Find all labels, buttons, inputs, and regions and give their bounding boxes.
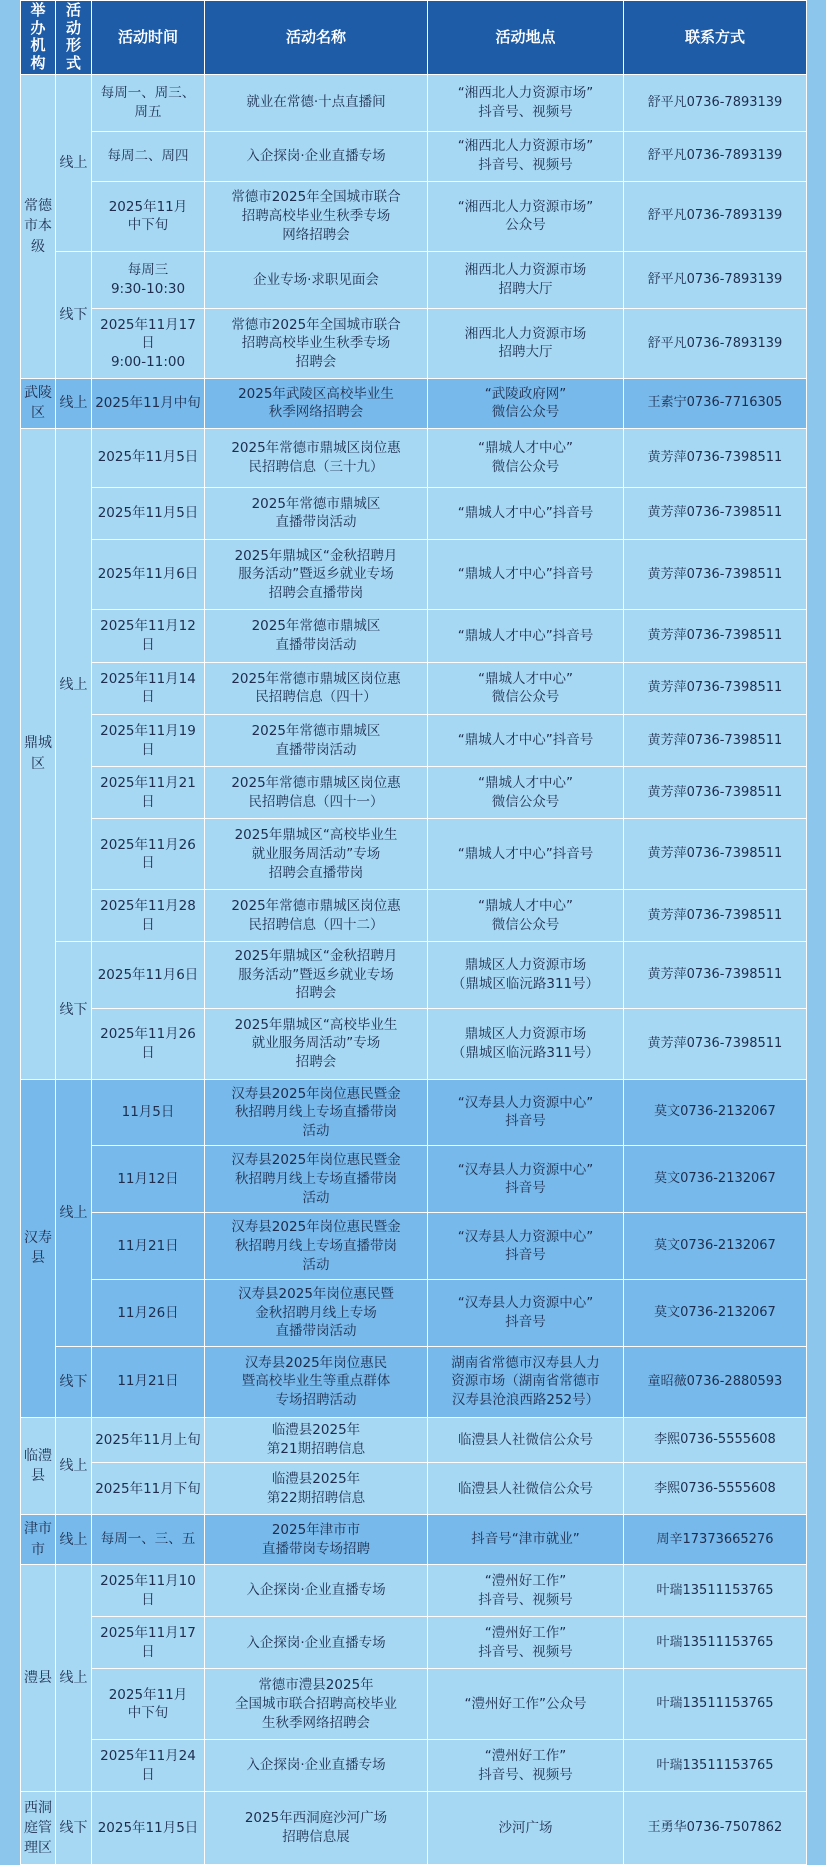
table-row <box>21 1739 807 1791</box>
cell-name: 汉寿县2025年岗位惠民暨金 秋招聘月线上专场直播带岗 活动 <box>205 1213 428 1280</box>
cell-name: 2025年常德市鼎城区岗位惠 民招聘信息（四十二） <box>205 889 428 941</box>
table-row <box>21 428 807 487</box>
cell-time: 2025年11月5日 <box>92 1792 205 1865</box>
cell-contact: 舒平凡0736-7893139 <box>624 131 807 181</box>
cell-form: 线下 <box>56 1792 92 1865</box>
table-row <box>21 1564 807 1616</box>
cell-time: 每周三 9:30-10:30 <box>92 251 205 308</box>
cell-place: “鼎城人才中心” 微信公众号 <box>428 889 624 941</box>
header-place: 活动地点 <box>428 1 624 75</box>
cell-contact: 黄芳萍0736-7398511 <box>624 540 807 610</box>
cell-contact: 舒平凡0736-7893139 <box>624 181 807 251</box>
cell-name: 2025年西洞庭沙河广场 招聘信息展 <box>205 1792 428 1865</box>
cell-name: 入企探岗·企业直播专场 <box>205 1617 428 1669</box>
cell-contact: 黄芳萍0736-7398511 <box>624 487 807 539</box>
cell-contact: 叶瑞13511153765 <box>624 1617 807 1669</box>
cell-time: 2025年11月17日 9:00-11:00 <box>92 308 205 378</box>
cell-org: 汉寿 县 <box>21 1079 56 1417</box>
cell-place: “湘西北人力资源市场” 抖音号、视频号 <box>428 74 624 131</box>
table-row <box>21 1280 807 1347</box>
cell-name: 汉寿县2025年岗位惠民暨金 秋招聘月线上专场直播带岗 活动 <box>205 1146 428 1213</box>
cell-place: “武陵政府网” 微信公众号 <box>428 379 624 429</box>
cell-time: 每周一、三、五 <box>92 1515 205 1565</box>
table-row <box>21 1669 807 1739</box>
cell-time: 11月12日 <box>92 1146 205 1213</box>
header-row <box>21 1 807 75</box>
cell-org: 西洞 庭管 理区 <box>21 1792 56 1865</box>
cell-contact: 黄芳萍0736-7398511 <box>624 819 807 889</box>
header-name: 活动名称 <box>205 1 428 75</box>
cell-contact: 黄芳萍0736-7398511 <box>624 1009 807 1079</box>
cell-name: 入企探岗·企业直播专场 <box>205 1739 428 1791</box>
job-fair-schedule-table <box>20 0 807 1865</box>
cell-time: 2025年11月上旬 <box>92 1417 205 1463</box>
table-row <box>21 74 807 131</box>
cell-place: 湘西北人力资源市场 招聘大厅 <box>428 308 624 378</box>
cell-place: “澧州好工作” 抖音号、视频号 <box>428 1564 624 1616</box>
cell-place: “汉寿县人力资源中心” 抖音号 <box>428 1146 624 1213</box>
cell-place: 抖音号“津市就业” <box>428 1515 624 1565</box>
cell-contact: 叶瑞13511153765 <box>624 1669 807 1739</box>
cell-contact: 黄芳萍0736-7398511 <box>624 428 807 487</box>
cell-time: 2025年11月17日 <box>92 1617 205 1669</box>
cell-name: 企业专场·求职见面会 <box>205 251 428 308</box>
cell-time: 2025年11月下旬 <box>92 1463 205 1515</box>
cell-form: 线上 <box>56 1079 92 1347</box>
cell-name: 汉寿县2025年岗位惠民暨金 秋招聘月线上专场直播带岗 活动 <box>205 1079 428 1146</box>
cell-contact: 莫文0736-2132067 <box>624 1213 807 1280</box>
header-contact: 联系方式 <box>624 1 807 75</box>
cell-contact: 黄芳萍0736-7398511 <box>624 610 807 662</box>
cell-name: 2025年常德市鼎城区 直播带岗活动 <box>205 714 428 766</box>
cell-place: “湘西北人力资源市场” 抖音号、视频号 <box>428 131 624 181</box>
table-row <box>21 1213 807 1280</box>
table-row <box>21 1515 807 1565</box>
cell-time: 2025年11月14日 <box>92 662 205 714</box>
table-row <box>21 819 807 889</box>
cell-name: 2025年常德市鼎城区 直播带岗活动 <box>205 487 428 539</box>
cell-form: 线下 <box>56 251 92 378</box>
table-row <box>21 1417 807 1463</box>
cell-place: 临澧县人社微信公众号 <box>428 1463 624 1515</box>
cell-time: 2025年11月10日 <box>92 1564 205 1616</box>
cell-contact: 黄芳萍0736-7398511 <box>624 767 807 819</box>
cell-contact: 王素宁0736-7716305 <box>624 379 807 429</box>
cell-name: 就业在常德·十点直播间 <box>205 74 428 131</box>
cell-time: 11月5日 <box>92 1079 205 1146</box>
cell-name: 汉寿县2025年岗位惠民 暨高校毕业生等重点群体 专场招聘活动 <box>205 1347 428 1417</box>
cell-time: 2025年11月26日 <box>92 1009 205 1079</box>
cell-time: 2025年11月21日 <box>92 767 205 819</box>
cell-contact: 黄芳萍0736-7398511 <box>624 662 807 714</box>
cell-name: 入企探岗·企业直播专场 <box>205 1564 428 1616</box>
cell-place: 鼎城区人力资源市场 （鼎城区临沅路311号） <box>428 1009 624 1079</box>
header-form: 活动 形式 <box>56 1 92 75</box>
cell-contact: 舒平凡0736-7893139 <box>624 308 807 378</box>
table-row <box>21 540 807 610</box>
cell-time: 2025年11月 中下旬 <box>92 1669 205 1739</box>
cell-time: 2025年11月中旬 <box>92 379 205 429</box>
cell-place: “鼎城人才中心”抖音号 <box>428 610 624 662</box>
cell-contact: 周辛17373665276 <box>624 1515 807 1565</box>
cell-time: 2025年11月5日 <box>92 487 205 539</box>
cell-time: 2025年11月28日 <box>92 889 205 941</box>
table-body <box>21 74 807 1864</box>
cell-contact: 叶瑞13511153765 <box>624 1739 807 1791</box>
cell-name: 入企探岗·企业直播专场 <box>205 131 428 181</box>
cell-time: 2025年11月19日 <box>92 714 205 766</box>
cell-name: 常德市2025年全国城市联合 招聘高校毕业生秋季专场 网络招聘会 <box>205 181 428 251</box>
cell-contact: 童昭薇0736-2880593 <box>624 1347 807 1417</box>
cell-contact: 叶瑞13511153765 <box>624 1564 807 1616</box>
cell-place: 湖南省常德市汉寿县人力 资源市场（湖南省常德市 汉寿县沧浪西路252号） <box>428 1347 624 1417</box>
table-row <box>21 610 807 662</box>
cell-contact: 莫文0736-2132067 <box>624 1280 807 1347</box>
table-row <box>21 889 807 941</box>
cell-org: 津市 市 <box>21 1515 56 1565</box>
cell-form: 线下 <box>56 942 92 1079</box>
cell-place: “湘西北人力资源市场” 公众号 <box>428 181 624 251</box>
cell-org: 武陵 区 <box>21 379 56 429</box>
cell-name: 常德市澧县2025年 全国城市联合招聘高校毕业 生秋季网络招聘会 <box>205 1669 428 1739</box>
cell-place: “鼎城人才中心”抖音号 <box>428 714 624 766</box>
cell-place: “鼎城人才中心”抖音号 <box>428 540 624 610</box>
cell-time: 2025年11月12日 <box>92 610 205 662</box>
cell-form: 线上 <box>56 428 92 941</box>
cell-place: “汉寿县人力资源中心” 抖音号 <box>428 1280 624 1347</box>
cell-time: 每周一、周三、 周五 <box>92 74 205 131</box>
cell-place: “澧州好工作” 抖音号、视频号 <box>428 1617 624 1669</box>
cell-time: 2025年11月6日 <box>92 942 205 1009</box>
cell-place: “鼎城人才中心”抖音号 <box>428 487 624 539</box>
cell-contact: 莫文0736-2132067 <box>624 1079 807 1146</box>
cell-place: 鼎城区人力资源市场 （鼎城区临沅路311号） <box>428 942 624 1009</box>
cell-name: 2025年鼎城区“高校毕业生 就业服务周活动”专场 招聘会直播带岗 <box>205 819 428 889</box>
cell-form: 线上 <box>56 74 92 251</box>
table-row <box>21 1146 807 1213</box>
cell-place: “汉寿县人力资源中心” 抖音号 <box>428 1213 624 1280</box>
table-row <box>21 1009 807 1079</box>
cell-form: 线上 <box>56 379 92 429</box>
cell-form: 线上 <box>56 1564 92 1791</box>
cell-contact: 王勇华0736-7507862 <box>624 1792 807 1865</box>
cell-place: 沙河广场 <box>428 1792 624 1865</box>
table-row <box>21 1347 807 1417</box>
cell-time: 每周二、周四 <box>92 131 205 181</box>
cell-time: 11月21日 <box>92 1347 205 1417</box>
table-row <box>21 1617 807 1669</box>
table-row <box>21 942 807 1009</box>
cell-contact: 黄芳萍0736-7398511 <box>624 942 807 1009</box>
cell-name: 2025年武陵区高校毕业生 秋季网络招聘会 <box>205 379 428 429</box>
cell-org: 临澧 县 <box>21 1417 56 1515</box>
table-row <box>21 1079 807 1146</box>
cell-time: 2025年11月 中下旬 <box>92 181 205 251</box>
cell-time: 11月21日 <box>92 1213 205 1280</box>
cell-form: 线下 <box>56 1347 92 1417</box>
table-row <box>21 662 807 714</box>
cell-name: 2025年津市市 直播带岗专场招聘 <box>205 1515 428 1565</box>
cell-place: 湘西北人力资源市场 招聘大厅 <box>428 251 624 308</box>
cell-name: 常德市2025年全国城市联合 招聘高校毕业生秋季专场 招聘会 <box>205 308 428 378</box>
table-row <box>21 308 807 378</box>
cell-place: “澧州好工作” 抖音号、视频号 <box>428 1739 624 1791</box>
table-row <box>21 251 807 308</box>
cell-place: 临澧县人社微信公众号 <box>428 1417 624 1463</box>
cell-org: 常德 市本 级 <box>21 74 56 378</box>
cell-contact: 李熙0736-5555608 <box>624 1417 807 1463</box>
table-row <box>21 767 807 819</box>
cell-org: 鼎城 区 <box>21 428 56 1079</box>
header-org: 举办 机构 <box>21 1 56 75</box>
cell-place: “汉寿县人力资源中心” 抖音号 <box>428 1079 624 1146</box>
header-time: 活动时间 <box>92 1 205 75</box>
table-row <box>21 379 807 429</box>
cell-place: “澧州好工作”公众号 <box>428 1669 624 1739</box>
cell-contact: 李熙0736-5555608 <box>624 1463 807 1515</box>
cell-contact: 黄芳萍0736-7398511 <box>624 714 807 766</box>
cell-name: 2025年鼎城区“金秋招聘月 服务活动”暨返乡就业专场 招聘会 <box>205 942 428 1009</box>
cell-name: 2025年常德市鼎城区岗位惠 民招聘信息（三十九） <box>205 428 428 487</box>
cell-org: 澧县 <box>21 1564 56 1791</box>
cell-place: “鼎城人才中心” 微信公众号 <box>428 428 624 487</box>
cell-time: 2025年11月26日 <box>92 819 205 889</box>
cell-contact: 莫文0736-2132067 <box>624 1146 807 1213</box>
cell-place: “鼎城人才中心” 微信公众号 <box>428 662 624 714</box>
cell-name: 临澧县2025年 第22期招聘信息 <box>205 1463 428 1515</box>
cell-name: 2025年鼎城区“高校毕业生 就业服务周活动”专场 招聘会 <box>205 1009 428 1079</box>
table-row <box>21 487 807 539</box>
cell-time: 11月26日 <box>92 1280 205 1347</box>
table-row <box>21 1463 807 1515</box>
cell-form: 线上 <box>56 1515 92 1565</box>
cell-contact: 舒平凡0736-7893139 <box>624 251 807 308</box>
cell-name: 2025年常德市鼎城区岗位惠 民招聘信息（四十） <box>205 662 428 714</box>
cell-contact: 舒平凡0736-7893139 <box>624 74 807 131</box>
cell-name: 2025年常德市鼎城区 直播带岗活动 <box>205 610 428 662</box>
table-row <box>21 131 807 181</box>
cell-name: 临澧县2025年 第21期招聘信息 <box>205 1417 428 1463</box>
cell-time: 2025年11月5日 <box>92 428 205 487</box>
cell-place: “鼎城人才中心”抖音号 <box>428 819 624 889</box>
table-row <box>21 181 807 251</box>
cell-name: 2025年鼎城区“金秋招聘月 服务活动”暨返乡就业专场 招聘会直播带岗 <box>205 540 428 610</box>
cell-time: 2025年11月6日 <box>92 540 205 610</box>
cell-name: 汉寿县2025年岗位惠民暨 金秋招聘月线上专场 直播带岗活动 <box>205 1280 428 1347</box>
cell-time: 2025年11月24日 <box>92 1739 205 1791</box>
cell-form: 线上 <box>56 1417 92 1515</box>
cell-name: 2025年常德市鼎城区岗位惠 民招聘信息（四十一） <box>205 767 428 819</box>
table-row <box>21 1792 807 1865</box>
cell-place: “鼎城人才中心” 微信公众号 <box>428 767 624 819</box>
table-row <box>21 714 807 766</box>
cell-contact: 黄芳萍0736-7398511 <box>624 889 807 941</box>
